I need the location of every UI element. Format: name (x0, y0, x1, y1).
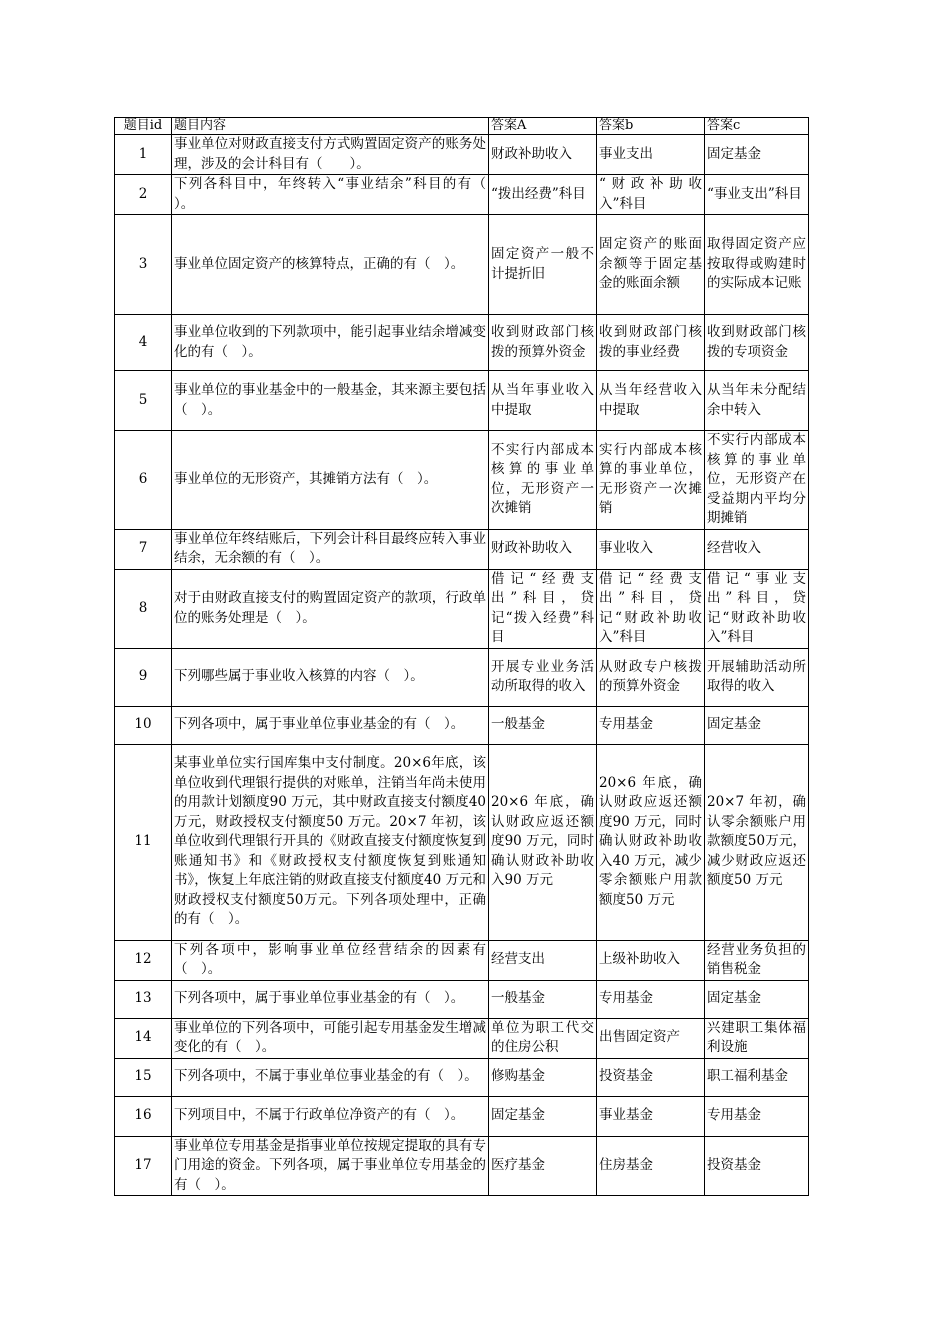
answer-b: 从财政专户核拨的预算外资金 (597, 648, 705, 706)
answer-a: 一般基金 (489, 706, 597, 744)
row-id: 3 (115, 215, 172, 315)
question-text: 下列各项中，属于事业单位事业基金的有（ ）。 (172, 980, 489, 1018)
answer-c: 开展辅助活动所取得的收入 (705, 648, 809, 706)
question-table (114, 117, 809, 1196)
header-answer-a: 答案A (489, 118, 597, 135)
answer-b: 专用基金 (597, 980, 705, 1018)
row-id: 2 (115, 175, 172, 215)
header-id: 题目id (115, 118, 172, 135)
answer-a: 财政补助收入 (489, 529, 597, 569)
answer-c: 兴建职工集体福利设施 (705, 1018, 809, 1058)
answer-c: 不实行内部成本核算的事业单位，无形资产在受益期内平均分期摊销 (705, 431, 809, 530)
answer-a: 从当年事业收入中提取 (489, 371, 597, 431)
row-id: 13 (115, 980, 172, 1018)
answer-c: 固定基金 (705, 135, 809, 175)
answer-c: 职工福利基金 (705, 1058, 809, 1096)
answer-c: 经营收入 (705, 529, 809, 569)
row-id: 4 (115, 315, 172, 371)
row-id: 1 (115, 135, 172, 175)
table-row (115, 175, 809, 215)
answer-c: 固定基金 (705, 980, 809, 1018)
row-id: 10 (115, 706, 172, 744)
row-id: 12 (115, 940, 172, 980)
question-text: 下列各项中，不属于事业单位事业基金的有（ ）。 (172, 1058, 489, 1096)
answer-a: 一般基金 (489, 980, 597, 1018)
answer-b: 从当年经营收入中提取 (597, 371, 705, 431)
row-id: 14 (115, 1018, 172, 1058)
table-row (115, 940, 809, 980)
question-text: 事业单位的下列各项中，可能引起专用基金发生增减变化的有（ ）。 (172, 1018, 489, 1058)
answer-c: 借记“事业支出”科目，贷记“财政补助收入”科目 (705, 569, 809, 648)
answer-b: 出售固定资产 (597, 1018, 705, 1058)
table-row (115, 1096, 809, 1136)
answer-c: “事业支出”科目 (705, 175, 809, 215)
answer-a: 医疗基金 (489, 1136, 597, 1196)
answer-a: 固定基金 (489, 1096, 597, 1136)
table-row (115, 529, 809, 569)
row-id: 15 (115, 1058, 172, 1096)
answer-a: 固定资产一般不计提折旧 (489, 215, 597, 315)
answer-b: 专用基金 (597, 706, 705, 744)
answer-b: “财政补助收入”科目 (597, 175, 705, 215)
answer-a: 财政补助收入 (489, 135, 597, 175)
answer-a: 开展专业业务活动所取得的收入 (489, 648, 597, 706)
answer-c: 从当年未分配结余中转入 (705, 371, 809, 431)
row-id: 5 (115, 371, 172, 431)
question-text: 下列各科目中，年终转入“事业结余”科目的有（ ）。 (172, 175, 489, 215)
header-row (115, 118, 809, 135)
answer-b: 固定资产的账面余额等于固定基金的账面余额 (597, 215, 705, 315)
answer-a: 20×6 年底，确认财政应返还额度90 万元，同时确认财政补助收入90 万元 (489, 744, 597, 940)
answer-b: 投资基金 (597, 1058, 705, 1096)
table-row (115, 371, 809, 431)
header-answer-b: 答案b (597, 118, 705, 135)
table-row (115, 135, 809, 175)
row-id: 11 (115, 744, 172, 940)
answer-b: 实行内部成本核算的事业单位，无形资产一次摊销 (597, 431, 705, 530)
answer-b: 借记“经费支出”科目，贷记“财政补助收入”科目 (597, 569, 705, 648)
answer-c: 收到财政部门核拨的专项资金 (705, 315, 809, 371)
answer-a: 借记“经费支出”科目，贷记“拨入经费”科目 (489, 569, 597, 648)
answer-c: 取得固定资产应按取得或购建时的实际成本记账 (705, 215, 809, 315)
row-id: 6 (115, 431, 172, 530)
answer-c: 专用基金 (705, 1096, 809, 1136)
table-row (115, 980, 809, 1018)
answer-a: 单位为职工代交的住房公积 (489, 1018, 597, 1058)
answer-b: 住房基金 (597, 1136, 705, 1196)
answer-b: 事业基金 (597, 1096, 705, 1136)
table-row (115, 569, 809, 648)
question-text: 下列各项中，影响事业单位经营结余的因素有（ ）。 (172, 940, 489, 980)
table-row (115, 648, 809, 706)
table-row (115, 1058, 809, 1096)
row-id: 17 (115, 1136, 172, 1196)
question-text: 下列项目中，不属于行政单位净资产的有（ ）。 (172, 1096, 489, 1136)
table-row (115, 431, 809, 530)
answer-b: 上级补助收入 (597, 940, 705, 980)
question-text: 事业单位专用基金是指事业单位按规定提取的具有专门用途的资金。下列各项，属于事业单位专用基金的有（ ）。 (172, 1136, 489, 1196)
answer-c: 经营业务负担的销售税金 (705, 940, 809, 980)
answer-c: 固定基金 (705, 706, 809, 744)
table-row (115, 1136, 809, 1196)
question-text: 事业单位固定资产的核算特点，正确的有（ ）。 (172, 215, 489, 315)
question-text: 事业单位的无形资产，其摊销方法有（ ）。 (172, 431, 489, 530)
answer-a: “拨出经费”科目 (489, 175, 597, 215)
question-text: 事业单位的事业基金中的一般基金，其来源主要包括（ ）。 (172, 371, 489, 431)
answer-c: 20×7 年初，确认零余额账户用款额度50万元，减少财政应返还额度50 万元 (705, 744, 809, 940)
header-content: 题目内容 (172, 118, 489, 135)
table-row (115, 215, 809, 315)
answer-b: 收到财政部门核拨的事业经费 (597, 315, 705, 371)
header-answer-c: 答案c (705, 118, 809, 135)
answer-a: 收到财政部门核拨的预算外资金 (489, 315, 597, 371)
answer-c: 投资基金 (705, 1136, 809, 1196)
answer-a: 不实行内部成本核算的事业单位，无形资产一次摊销 (489, 431, 597, 530)
row-id: 9 (115, 648, 172, 706)
question-text: 事业单位对财政直接支付方式购置固定资产的账务处理，涉及的会计科目有（ ）。 (172, 135, 489, 175)
row-id: 16 (115, 1096, 172, 1136)
question-text: 事业单位收到的下列款项中，能引起事业结余增减变化的有（ ）。 (172, 315, 489, 371)
row-id: 8 (115, 569, 172, 648)
answer-b: 事业收入 (597, 529, 705, 569)
answer-b: 事业支出 (597, 135, 705, 175)
answer-a: 经营支出 (489, 940, 597, 980)
answer-a: 修购基金 (489, 1058, 597, 1096)
table-row (115, 706, 809, 744)
answer-b: 20×6 年底，确认财政应返还额度90 万元，同时确认财政补助收入40 万元，减少零余额账户用款额度50 万元 (597, 744, 705, 940)
question-text: 下列哪些属于事业收入核算的内容（ ）。 (172, 648, 489, 706)
row-id: 7 (115, 529, 172, 569)
table-row (115, 744, 809, 940)
table-row (115, 1018, 809, 1058)
question-text: 下列各项中，属于事业单位事业基金的有（ ）。 (172, 706, 489, 744)
question-text: 某事业单位实行国库集中支付制度。20×6年底，该单位收到代理银行提供的对账单，注销当年尚未使用的用款计划额度90 万元，其中财政直接支付额度40 万元，财政授权支付额度50 万元。20×7 年初，该单位收到代理银行开具的《财政直接支付额度恢复到账通知书》和《财政授权支付额度恢复到账通知书》，恢复上年底注销的财政直接支付额度40 万元和财政授权支付额度50万元。下列各项处理中，正确的有（ ）。 (172, 744, 489, 940)
question-text: 事业单位年终结账后，下列会计科目最终应转入事业结余，无余额的有（ ）。 (172, 529, 489, 569)
question-text: 对于由财政直接支付的购置固定资产的款项，行政单位的账务处理是（ ）。 (172, 569, 489, 648)
table-row (115, 315, 809, 371)
